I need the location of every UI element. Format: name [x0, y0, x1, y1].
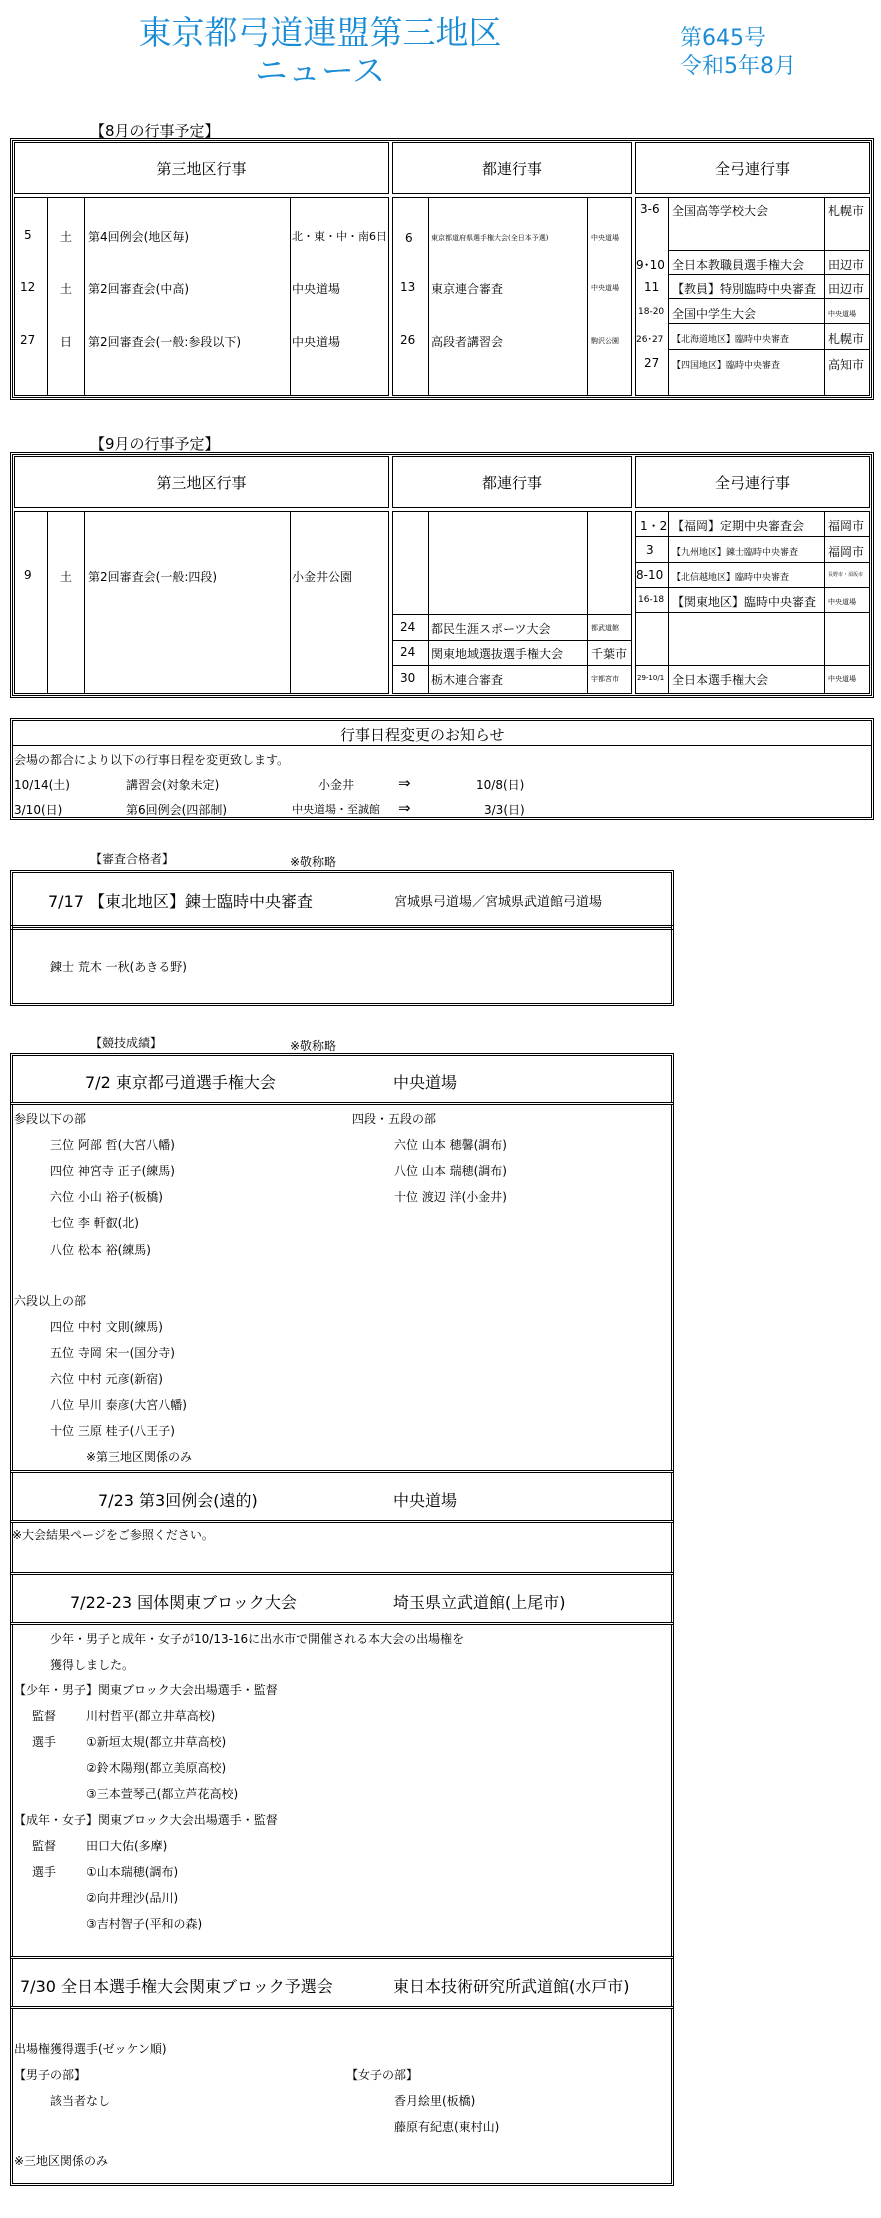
event1-body: [10, 1102, 674, 1473]
aug-local-weekday: 土: [60, 230, 73, 244]
event4-venue: 東日本技術研究所武道館(水戸市): [393, 1977, 630, 1996]
sep-toren-day: 24: [400, 645, 416, 659]
result-row: 五位 寺岡 宋一(国分寺): [50, 1346, 175, 1360]
aug-local-weekday: 日: [60, 335, 73, 349]
aug-col-local: 第三地区行事: [14, 142, 389, 194]
players-label: 選手: [32, 1865, 57, 1879]
result-row: 十位 渡辺 洋(小金井): [394, 1190, 507, 1204]
title-line1: 東京都弓道連盟第三地区: [138, 13, 502, 52]
event4-women: 【女子の部】: [346, 2068, 419, 2082]
event4-men: 【男子の部】: [14, 2068, 87, 2082]
event3-lead: 獲得しました。: [50, 1658, 135, 1672]
aug-local-day: 12: [20, 280, 36, 294]
event3-title: 7/22-23 国体関東ブロック大会: [70, 1593, 297, 1612]
aug-local-weekday: 土: [60, 282, 73, 296]
event1-title: 7/2 東京都弓道選手権大会: [85, 1073, 276, 1092]
player-row: ②向井理沙(品川): [86, 1891, 179, 1905]
aug-zen-day: 3-6: [640, 202, 660, 216]
aug-zen-place: 田辺市: [828, 282, 865, 296]
player-row: ①新垣太規(都立井草高校): [86, 1735, 227, 1749]
aug-local-event: 第2回審査会(一般:参段以下): [88, 335, 242, 349]
coach-label: 監督: [32, 1709, 57, 1723]
player-row: ③吉村智子(平和の森): [86, 1917, 203, 1931]
aug-local-event: 第4回例会(地区毎): [88, 230, 189, 244]
aug-local-place: 中央道場: [292, 282, 341, 296]
sep-zen-place: 長野市・須坂市: [828, 572, 864, 578]
aug-toren-place: 中央道場: [591, 284, 619, 292]
aug-zen-place: 札幌市: [828, 204, 865, 218]
coach-name: 川村哲平(都立井草高校): [86, 1709, 216, 1723]
sep-local-day: 9: [24, 568, 32, 582]
event1-venue: 中央道場: [393, 1073, 458, 1092]
event2-text: ※大会結果ページをご参照ください。: [12, 1528, 214, 1542]
sep-col-zen: 全弓連行事: [635, 456, 870, 508]
aug-zen-day: 11: [644, 280, 660, 294]
change-place: 小金井: [318, 778, 355, 792]
exam-heading: 【審査合格者】: [90, 852, 175, 866]
aug-zen-place: 田辺市: [828, 258, 865, 272]
arrow-icon: ⇒: [398, 799, 411, 817]
results-note: ※敬称略: [290, 1039, 337, 1053]
aug-local-place: 中央道場: [292, 335, 341, 349]
event2-venue: 中央道場: [393, 1491, 458, 1510]
change-old-date: 10/14(土): [14, 778, 70, 792]
aug-zen-place: 中央道場: [828, 310, 856, 318]
sep-local-event: 第2回審査会(一般:四段): [88, 570, 218, 584]
aug-toren-day: 6: [405, 231, 413, 245]
change-title: 行事日程変更のお知らせ: [340, 726, 505, 744]
sep-zen-day: 16-18: [638, 595, 665, 605]
aug-toren-event: 高段者講習会: [431, 335, 504, 349]
aug-heading: 【8月の行事予定】: [90, 122, 220, 140]
change-event: 第6回例会(四部制): [126, 803, 227, 817]
sep-local-body: [14, 511, 389, 694]
result-row: 六位 山本 穂馨(調布): [394, 1138, 507, 1152]
aug-col-toren: 都連行事: [392, 142, 632, 194]
coach-name: 田口大佑(多摩): [86, 1839, 168, 1853]
aug-zen-event: 【教員】特別臨時中央審査: [672, 282, 817, 296]
result-row: 八位 山本 瑞穂(調布): [394, 1164, 507, 1178]
sep-toren-event: 都民生涯スポーツ大会: [431, 622, 551, 636]
result-row: 藤原有紀恵(東村山): [394, 2120, 500, 2134]
sep-zen-event: 【福岡】定期中央審査会: [672, 519, 805, 533]
event4-men-result: 該当者なし: [50, 2094, 111, 2108]
result-row: 香月絵里(板橋): [394, 2094, 476, 2108]
sep-zen-place: 福岡市: [828, 519, 865, 533]
sep-toren-place: 都武道館: [591, 624, 619, 632]
sep-zen-place: 中央道場: [828, 675, 856, 683]
sep-zen-day: 1・2: [640, 519, 668, 533]
event1-footnote: ※第三地区関係のみ: [86, 1450, 193, 1464]
newsletter-title: [110, 14, 530, 90]
sep-zen-day: 3: [646, 543, 654, 557]
sep-zen-event: 全日本選手権大会: [672, 673, 769, 687]
aug-toren-event: 東京連合審査: [431, 282, 504, 296]
sep-col-local: 第三地区行事: [14, 456, 389, 508]
result-row: 六位 小山 裕子(板橋): [50, 1190, 163, 1204]
result-row: 四位 神宮寺 正子(練馬): [50, 1164, 175, 1178]
exam-title: 7/17 【東北地区】錬士臨時中央審査: [48, 892, 314, 911]
result-row: 六位 中村 元彦(新宿): [50, 1372, 163, 1386]
aug-local-day: 5: [24, 228, 32, 242]
aug-local-day: 27: [20, 333, 36, 347]
aug-toren-day: 26: [400, 333, 416, 347]
issue-info: [680, 25, 796, 81]
sep-zen-event: 【九州地区】錬士臨時中央審査: [672, 548, 799, 558]
event1-div2: 四段・五段の部: [352, 1112, 437, 1126]
aug-zen-place: 高知市: [828, 358, 865, 372]
player-row: ②鈴木陽翔(都立美原高校): [86, 1761, 227, 1775]
aug-toren-place: 中央道場: [591, 234, 619, 242]
sep-col-toren: 都連行事: [392, 456, 632, 508]
aug-toren-day: 13: [400, 280, 416, 294]
results-heading: 【競技成績】: [90, 1036, 163, 1050]
sep-zen-day: 29-10/1: [637, 674, 665, 682]
change-place: 中央道場・至誠館: [292, 803, 380, 816]
sep-zen-day: 8-10: [636, 568, 664, 582]
sep-toren-day: 30: [400, 671, 416, 685]
aug-zen-day: 26･27: [636, 335, 664, 345]
sep-zen-event: 【関東地区】臨時中央審査: [672, 595, 817, 609]
event2-title: 7/23 第3回例会(遠的): [98, 1491, 258, 1510]
exam-venue: 宮城県弓道場／宮城県武道館弓道場: [394, 895, 603, 910]
sep-toren-place: 宇都宮市: [591, 675, 619, 683]
sep-local-place: 小金井公園: [292, 570, 353, 584]
aug-zen-event: 全国中学生大会: [672, 307, 757, 321]
aug-zen-day: 27: [644, 356, 660, 370]
aug-zen-event: 【四国地区】臨時中央審査: [672, 361, 781, 371]
players-label: 選手: [32, 1735, 57, 1749]
change-old-date: 3/10(日): [14, 803, 63, 817]
event4-title: 7/30 全日本選手権大会関東ブロック予選会: [20, 1977, 333, 1996]
sep-zen-place: 福岡市: [828, 545, 865, 559]
aug-zen-event: 【北海道地区】臨時中央審査: [672, 335, 790, 345]
aug-zen-place: 札幌市: [828, 332, 865, 346]
event1-div1: 参段以下の部: [14, 1112, 87, 1126]
player-row: ①山本瑞穂(調布): [86, 1865, 179, 1879]
change-new-date: 3/3(日): [484, 803, 525, 817]
result-row: 八位 早川 泰彦(大宮八幡): [50, 1398, 187, 1412]
sep-toren-place: 千葉市: [591, 647, 628, 661]
exam-note: ※敬称略: [290, 855, 337, 869]
result-row: 十位 三原 桂子(八王子): [50, 1424, 175, 1438]
aug-zen-event: 全日本教職員選手権大会: [672, 258, 805, 272]
aug-local-place: 北・東・中・南6日: [292, 230, 387, 243]
aug-local-event: 第2回審査会(中高): [88, 282, 189, 296]
change-new-date: 10/8(日): [476, 778, 525, 792]
result-row: 三位 阿部 哲(大宮八幡): [50, 1138, 175, 1152]
issue-number: 第645号: [680, 26, 766, 51]
aug-zen-event: 全国高等学校大会: [672, 204, 769, 218]
aug-col-zen: 全弓連行事: [635, 142, 870, 194]
change-event: 講習会(対象未定): [126, 778, 220, 792]
arrow-icon: ⇒: [398, 774, 411, 792]
sep-toren-event: 栃木連合審査: [431, 673, 504, 687]
result-row: 四位 中村 文則(練馬): [50, 1320, 163, 1334]
aug-zen-day: 9･10: [636, 258, 665, 272]
event3-venue: 埼玉県立武道館(上尾市): [393, 1593, 566, 1612]
sep-zen-place: 中央道場: [828, 598, 856, 606]
event3-lead: 少年・男子と成年・女子が10/13-16に出水市で開催される本大会の出場権を: [50, 1632, 465, 1646]
change-lead: 会場の都合により以下の行事日程を変更致します。: [14, 753, 290, 767]
event3-group: 【少年・男子】関東ブロック大会出場選手・監督: [14, 1683, 278, 1697]
event4-lead: 出場権獲得選手(ゼッケン順): [14, 2042, 167, 2056]
result-row: 八位 松本 裕(練馬): [50, 1243, 151, 1257]
event4-footnote: ※三地区関係のみ: [14, 2154, 109, 2168]
coach-label: 監督: [32, 1839, 57, 1853]
event1-div3: 六段以上の部: [14, 1294, 87, 1308]
title-line2: ニュース: [254, 51, 386, 90]
sep-local-weekday: 土: [60, 570, 73, 584]
aug-zen-day: 18-20: [638, 307, 665, 317]
result-row: 七位 李 軒叡(北): [50, 1216, 139, 1230]
sep-toren-event: 関東地域選抜選手権大会: [431, 647, 564, 661]
event3-group: 【成年・女子】関東ブロック大会出場選手・監督: [14, 1813, 278, 1827]
sep-zen-event: 【北信越地区】臨時中央審査: [672, 573, 790, 583]
sep-toren-day: 24: [400, 620, 416, 634]
aug-toren-place: 駒沢公園: [591, 337, 619, 345]
issue-date: 令和5年8月: [680, 54, 796, 79]
player-row: ③三本萱琴己(都立芦花高校): [86, 1787, 239, 1801]
aug-toren-event: 東京都道府県選手権大会(全日本予選): [431, 234, 549, 242]
exam-result: 錬士 荒木 一秋(あきる野): [50, 960, 187, 974]
sep-heading: 【9月の行事予定】: [90, 435, 220, 453]
